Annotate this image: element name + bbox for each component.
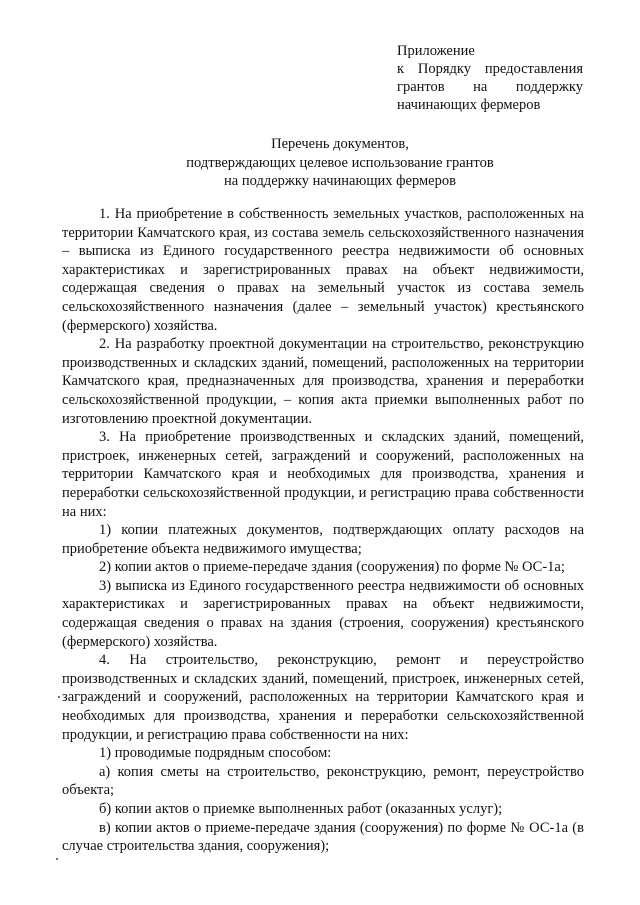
paragraph-item-4: 4. На строительство, реконструкцию, ремонт и переустройство производственных и складских зданий, помещений, пристроек, инженерных сетей, заграждений и сооружений, расположенных на территории Камчатского края и необходимых для производства, хранения и переработки сельскохозяйственной продукции, и регистрацию права собственности на них: — [62, 652, 584, 743]
paragraph-item-4-1-b: б) копии актов о приемке выполненных работ (оказанных услуг); — [99, 801, 503, 817]
appendix-line-4: начинающих фермеров — [397, 97, 541, 113]
appendix-header — [397, 42, 583, 114]
scan-speck — [56, 858, 58, 860]
appendix-line-3: грантов на поддержку — [397, 79, 583, 95]
paragraph-item-1: 1. На приобретение в собственность земельных участков, расположенных на территории Камчатского края, из состава земель сельскохозяйственного назначения – выписка из Единого государственного реестра недвижимости об основных характеристиках и зарегистрированных правах на объект недвижимости, содержащая сведения о правах на земельный участок из состава земель сельскохозяйственного назначения (далее – земельный участок) крестьянского (фермерского) хозяйства. — [62, 206, 584, 334]
paragraph-item-4-1-a: а) копия сметы на строительство, реконструкцию, ремонт, переустройство объекта; — [62, 763, 584, 799]
scan-speck — [58, 696, 60, 698]
paragraph-item-3-2: 2) копии актов о приеме-передаче здания (сооружения) по форме № ОС-1а; — [99, 559, 565, 576]
paragraph-item-2: 2. На разработку проектной документации на строительство, реконструкцию производственных и складских зданий, помещений, расположенных на территории Камчатского края, предназначенных для производства, хранения и переработки сельскохозяйственной продукции, – копия акта приемки выполненных работ по изготовлению проектной документации. — [62, 336, 584, 427]
appendix-line-2: к Порядку предоставления — [397, 61, 583, 77]
paragraph-item-3-1: 1) копии платежных документов, подтверждающих оплату расходов на приобретение объекта недвижимого имущества; — [62, 522, 584, 557]
title-line-2: подтверждающих целевое использование грантов — [186, 154, 494, 171]
paragraph-item-3: 3. На приобретение производственных и складских зданий, помещений, пристроек, инженерных сетей, заграждений и сооружений, расположенных на территории Камчатского края и необходимых для производства, хранения и переработки сельскохозяйственной продукции, и регистрацию права собственности на них: — [62, 429, 584, 520]
document-title — [120, 135, 560, 191]
paragraph-item-4-1: 1) проводимые подрядным способом: — [99, 745, 332, 762]
title-line-1: Перечень документов, — [271, 136, 409, 152]
appendix-line-1: Приложение — [397, 43, 475, 59]
paragraph-item-3-3: 3) выписка из Единого государственного реестра недвижимости об основных характеристиках и зарегистрированных правах на объект недвижимости, содержащая сведения о правах на здания (строения, сооружения) крестьянского (фермерского) хозяйства. — [62, 577, 584, 650]
document-body — [62, 205, 584, 856]
title-line-3: на поддержку начинающих фермеров — [224, 173, 456, 189]
paragraph-item-4-1-c: в) копии актов о приеме-передаче здания (сооружения) по форме № ОС-1а (в случае строительства здания, сооружения); — [62, 819, 584, 855]
